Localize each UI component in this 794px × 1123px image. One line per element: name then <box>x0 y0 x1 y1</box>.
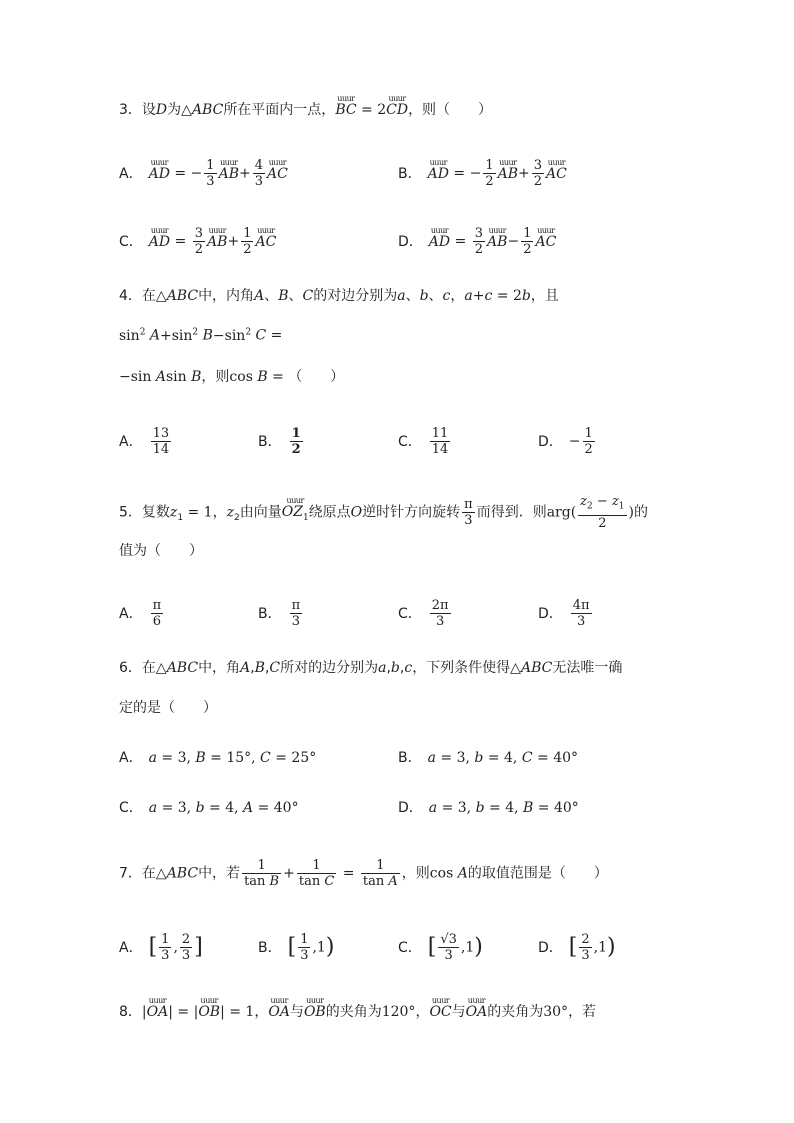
q6-option-d[interactable]: D． a = 3, b = 4, B = 40° <box>398 800 579 816</box>
q7-stem: 7．在△ABC中，若 $\frac{1}{\text{tan B}}$ + $\frac{1}{\text{tan C}}$ = $\frac{1}{\text{tan A}}$ ，则cos A的取值范围是（ ） <box>119 858 608 889</box>
q5-option-b[interactable]: B． $\frac{\pi}{3}$ <box>258 598 301 629</box>
q5-stem-line2: 值为（ ） <box>119 543 203 559</box>
q5-stem: 5．复数$z_1 = 1$，$z_2$由向量uuur $OZ_1$绕原点O逆时针方向旋转 $\frac{\pi}{3}$ 而得到．则arg( $\frac{z_2 - z_1}{2}$ )的 <box>119 494 648 531</box>
q6-stem: 6．在△ABC中，角A,B,C所对的边分别为a,b,c，下列条件使得△ABC无法唯一确 <box>119 660 623 676</box>
q4-option-c[interactable]: C． $\frac{11}{14}$ <box>398 426 449 457</box>
q4-stem-line2: $\sin^2 A+\sin^2$ $B-\sin^2$ C = <box>119 327 283 344</box>
q3-option-a[interactable]: A．uuur AD = − $\frac{1}{3}$ uuur AB+ $\frac{4}{3}$ uuur AC <box>119 158 288 189</box>
q5-option-d[interactable]: D． $\frac{4\pi}{3}$ <box>538 598 590 629</box>
q8-stem: 8．|uuur OA| = |uuur OB| = 1，uuur OA与uuur OB的夹角为120°，uuur OC与uuur OA的夹角为30°，若 <box>119 1002 596 1022</box>
q7-option-c[interactable]: C． [ $\frac{√3}{3}$ ,1) <box>398 932 483 963</box>
q7-option-a[interactable]: A． [ $\frac{1}{3}$ , $\frac{2}{3}$ ] <box>119 932 203 963</box>
q4-option-b[interactable]: B． $\frac{1}{2}$ <box>258 426 301 457</box>
q3-option-b[interactable]: B．uuur AD = − $\frac{1}{2}$ uuur AB+ $\frac{3}{2}$ uuur AC <box>398 158 567 189</box>
q3-option-d[interactable]: D．uuur AD = $\frac{3}{2}$ uuur AB− $\frac{1}{2}$ uuur AC <box>398 226 556 257</box>
q3-option-c[interactable]: C．uuur AD = $\frac{3}{2}$ uuur AB+ $\frac{1}{2}$ uuur AC <box>119 226 276 257</box>
q4-stem: 4．在△ABC中，内角A、B、C的对边分别为a、b、c，a+c = 2b，且 <box>119 288 559 304</box>
q5-option-a[interactable]: A． $\frac{\pi}{6}$ <box>119 598 162 629</box>
q4-option-d[interactable]: D． − $\frac{1}{2}$ <box>538 426 593 457</box>
q4-option-a[interactable]: A． $\frac{13}{14}$ <box>119 426 170 457</box>
q6-stem-line2: 定的是（ ） <box>119 700 217 716</box>
q6-option-a[interactable]: A． a = 3, B = 15°, C = 25° <box>119 750 317 766</box>
q7-option-b[interactable]: B． [ $\frac{1}{3}$ ,1) <box>258 932 335 963</box>
q3-stem: 3．设D为△ABC所在平面内一点，uuur BC = 2uuur CD，则（ ） <box>119 100 492 120</box>
q6-option-c[interactable]: C． a = 3, b = 4, A = 40° <box>119 800 299 816</box>
q4-stem-line3: −sin Asin B，则cos B = （ ） <box>119 369 345 385</box>
q6-option-b[interactable]: B． a = 3, b = 4, C = 40° <box>398 750 579 766</box>
q5-option-c[interactable]: C． $\frac{2\pi}{3}$ <box>398 598 449 629</box>
q7-option-d[interactable]: D． [ $\frac{2}{3}$ ,1) <box>538 932 616 963</box>
